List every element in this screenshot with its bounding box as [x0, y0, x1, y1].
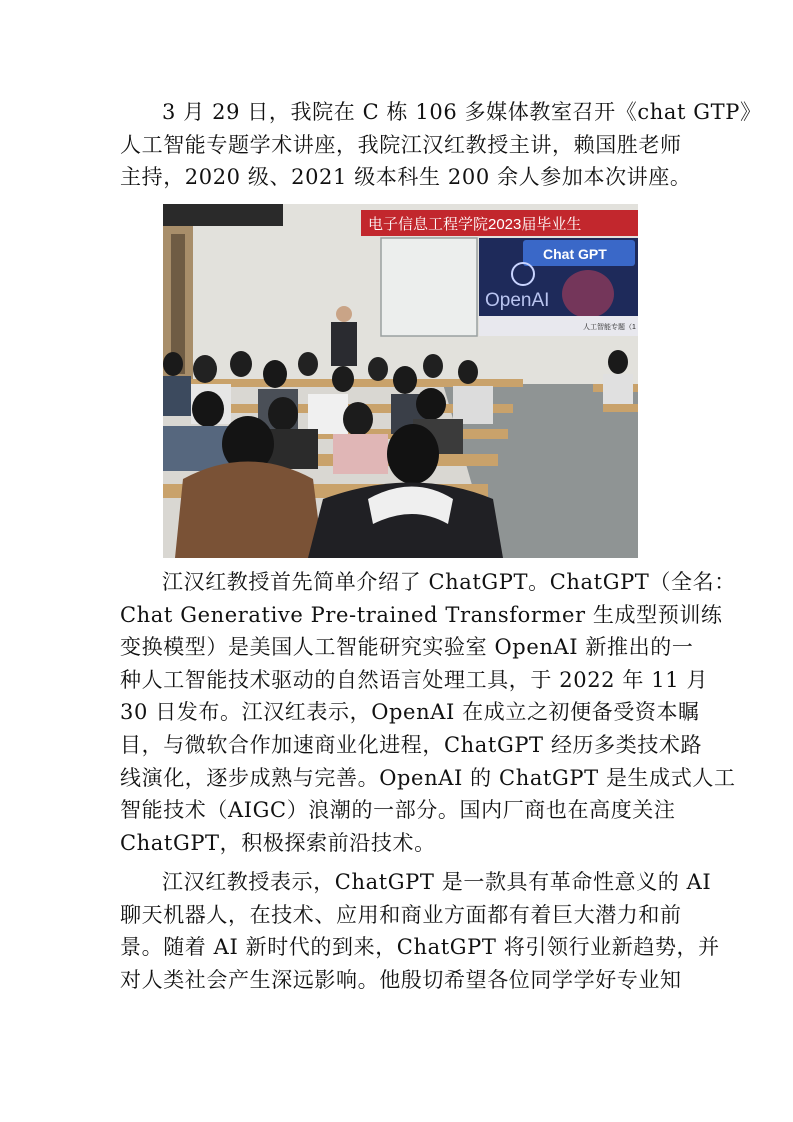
paragraph-line: 智能技术（AIGC）浪潮的一部分。国内厂商也在高度关注: [120, 798, 676, 823]
screen-subtitle: 人工智能专题（1: [583, 324, 636, 331]
paragraph-line: 3 月 29 日，我院在 C 栋 106 多媒体教室召开《chat GTP》: [162, 100, 762, 124]
paragraph-line: 江汉红教授首先简单介绍了 ChatGPT。ChatGPT（全名：: [162, 570, 736, 594]
banner-text: 电子信息工程学院2023届毕业生: [368, 216, 582, 233]
paragraph-line: 线演化，逐步成熟与完善。OpenAI 的 ChatGPT 是生成式人工: [120, 765, 736, 790]
paragraph-line: 30 日发布。江汉红表示，OpenAI 在成立之初便备受资本瞩: [120, 700, 700, 725]
paragraph-line: 人工智能专题学术讲座，我院江汉红教授主讲，赖国胜老师: [120, 132, 682, 157]
paragraph-1: [120, 96, 762, 194]
paragraph-line: 种人工智能技术驱动的自然语言处理工具，于 2022 年 11 月: [120, 667, 709, 692]
screen-title: Chat GPT: [543, 246, 607, 262]
paragraph-line: 变换模型）是美国人工智能研究实验室 OpenAI 新推出的一: [120, 635, 694, 660]
paragraph-line: 目，与微软合作加速商业化进程，ChatGPT 经历多类技术路: [120, 732, 703, 757]
paragraph-line: 江汉红教授表示，ChatGPT 是一款具有革命性意义的 AI: [162, 870, 712, 894]
paragraph-line: 对人类社会产生深远影响。他殷切希望各位同学学好专业知: [120, 967, 682, 992]
paragraph-line: ChatGPT，积极探索前沿技术。: [120, 830, 436, 855]
paragraph-line: Chat Generative Pre-trained Transformer 生成型预训练: [120, 602, 723, 627]
screen-logo-text: OpenAI: [485, 290, 550, 311]
paragraph-2: [120, 566, 736, 859]
paragraph-line: 聊天机器人，在技术、应用和商业方面都有着巨大潜力和前: [120, 902, 682, 927]
paragraph-line: 主持，2020 级、2021 级本科生 200 余人参加本次讲座。: [120, 165, 692, 190]
lecture-photo: [163, 204, 638, 558]
paragraph-line: 景。随着 AI 新时代的到来，ChatGPT 将引领行业新趋势，并: [120, 935, 720, 960]
paragraph-3: [120, 866, 720, 996]
